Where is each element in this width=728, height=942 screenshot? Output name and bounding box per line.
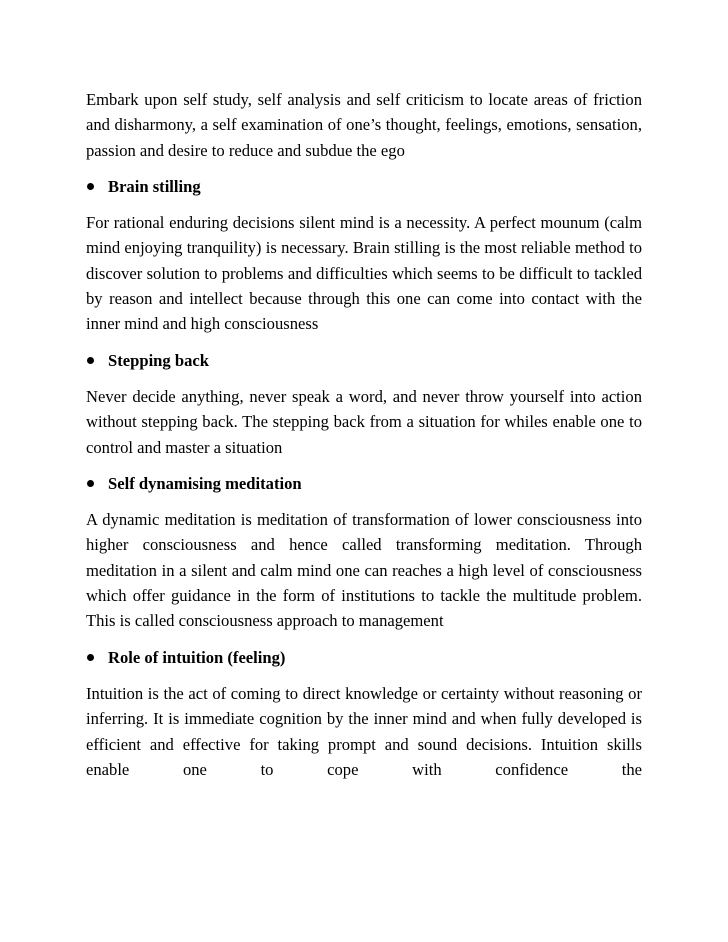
section-body-self-dynamising-meditation: A dynamic meditation is meditation of transformation of lower consciousness into higher consciousness and hence called transforming meditation. Through meditation in a silent and calm mind one can reaches a high level of consciousness which offer guidance in the form of institutions to tackle the multitude problem. This is called consciousness approach to management [86,510,642,631]
section-body-role-of-intuition: Intuition is the act of coming to direct knowledge or certainty without reasoning or inferring. It is immediate cognition by the inner mind and when fully developed is efficient and effective for taking prompt and sound decisions. Intuition skills enable one to cope with confidence the [86,683,642,779]
heading-text: Self dynamising meditation [108,473,302,493]
section-heading-brain-stilling [86,174,642,199]
section-body-brain-stilling: For rational enduring decisions silent mind is a necessity. A perfect mounum (calm mind enjoying tranquility) is necessary. Brain stilling is the most reliable method to discover solution to problems and difficulties which seems to be difficult to tackled by reason and intellect because through this one can come into contact with the inner mind and high consciousness [86,213,642,334]
bullet-icon [87,654,94,661]
document-page [86,87,642,782]
heading-text: Role of intuition (feeling) [108,647,286,667]
section-body-stepping-back: Never decide anything, never speak a word, and never throw yourself into action without stepping back. The stepping back from a situation for whiles enable one to control and master a situation [86,386,642,457]
section-heading-self-dynamising-meditation [86,471,642,496]
section-heading-stepping-back [86,348,642,373]
section-heading-role-of-intuition [86,645,642,670]
intro-paragraph: Embark upon self study, self analysis and self criticism to locate areas of friction and disharmony, a self examination of one’s thought, feelings, emotions, sensation, passion and desire to reduce and subdue the ego [86,90,642,160]
bullet-icon [87,480,94,487]
heading-text: Brain stilling [108,176,201,196]
heading-text: Stepping back [108,350,209,370]
bullet-icon [87,183,94,190]
bullet-icon [87,357,94,364]
